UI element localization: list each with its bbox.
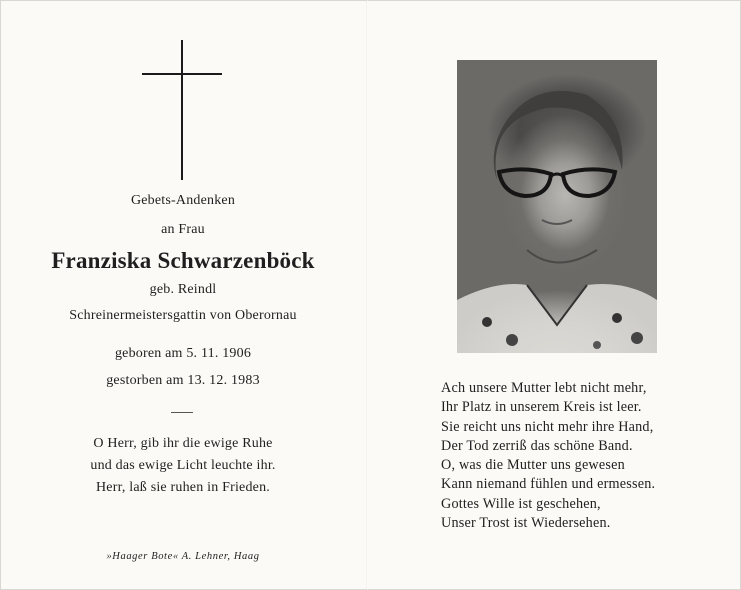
heading-an-frau: an Frau bbox=[161, 222, 205, 237]
prayer-line-1: O Herr, gib ihr die ewige Ruhe bbox=[93, 436, 273, 451]
poem-line: Ihr Platz in unserem Kreis ist leer. bbox=[441, 399, 642, 416]
poem-line: Gottes Wille ist geschehen, bbox=[441, 495, 601, 512]
poem-line: Kann niemand fühlen und ermessen. bbox=[441, 476, 656, 493]
deceased-title: Schreinermeistersgattin von Oberornau bbox=[69, 308, 297, 323]
prayer-line-2: und das ewige Licht leuchte ihr. bbox=[90, 458, 276, 473]
poem bbox=[441, 379, 655, 533]
portrait-photo bbox=[457, 60, 657, 353]
portrait-shading bbox=[457, 60, 657, 353]
deceased-name: Franziska Schwarzenböck bbox=[51, 248, 315, 273]
prayer-line-3: Herr, laß sie ruhen in Frieden. bbox=[96, 480, 270, 495]
poem-line: O, was die Mutter uns gewesen bbox=[441, 457, 625, 474]
death-date: gestorben am 13. 12. 1983 bbox=[106, 373, 260, 388]
poem-line: Ach unsere Mutter lebt nicht mehr, bbox=[441, 380, 647, 396]
poem-line: Sie reicht uns nicht mehr ihre Hand, bbox=[441, 418, 654, 435]
maiden-name: geb. Reindl bbox=[149, 282, 217, 297]
poem-line: Unser Trost ist Wiedersehen. bbox=[441, 515, 611, 532]
birth-date: geboren am 5. 11. 1906 bbox=[114, 346, 252, 361]
cross-icon-bar bbox=[142, 73, 222, 75]
left-panel bbox=[0, 0, 366, 590]
divider bbox=[171, 412, 193, 413]
poem-line: Der Tod zerriß das schöne Band. bbox=[441, 437, 633, 454]
card-fold bbox=[366, 0, 368, 590]
heading-andenken: Gebets-Andenken bbox=[130, 193, 236, 208]
printer-imprint: »Haager Bote« A. Lehner, Haag bbox=[106, 551, 260, 562]
cross-icon bbox=[181, 40, 183, 180]
